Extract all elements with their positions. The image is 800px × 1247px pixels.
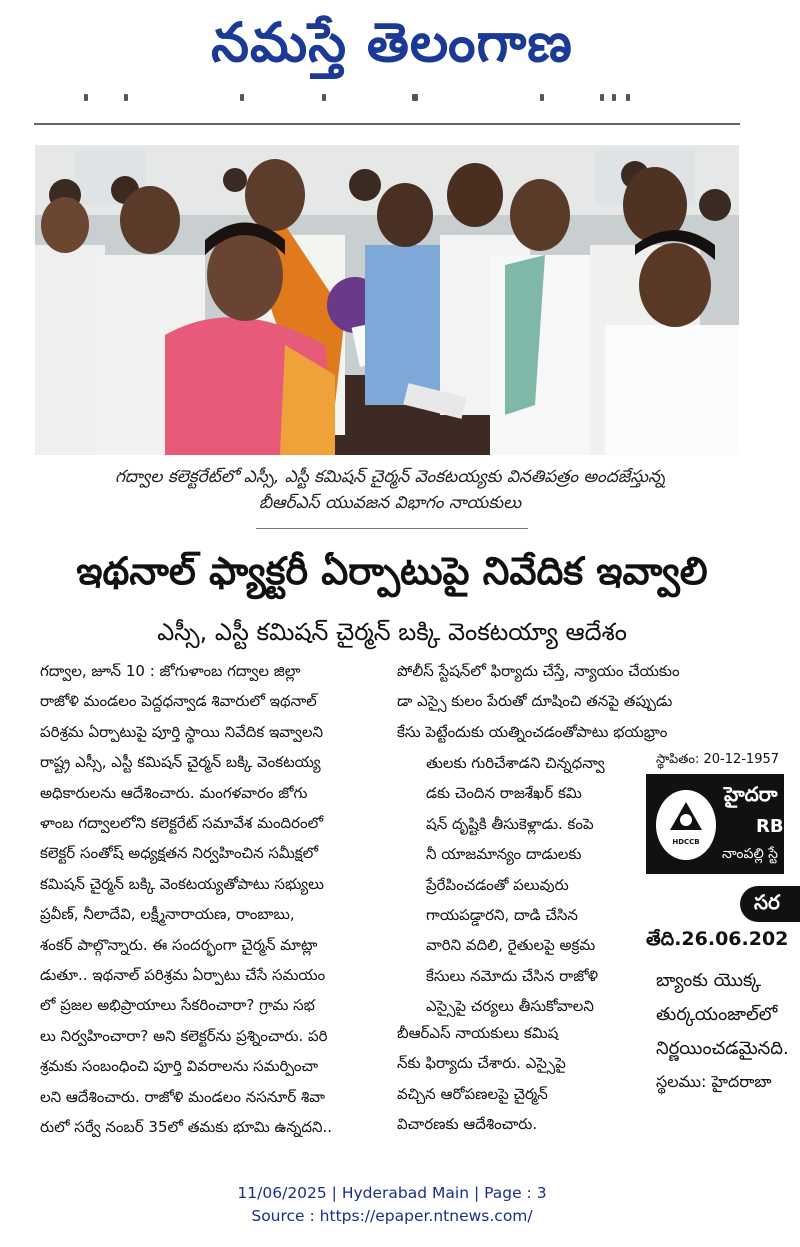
column-1-line: కమిషన్ చైర్మన్ బక్కి వెంకటయ్యతోపాటు సభ్యులు [40, 874, 324, 893]
column-1-line: ళాంబ గద్వాలలోని కలెక్టరేట్ సమావేశ మందిరంలో [40, 814, 324, 833]
bank-logo-icon [656, 790, 716, 860]
column-1-line: డుతూ.. ఇథనాల్ పరిశ్రమ ఏర్పాటు చేసే సమయం [40, 966, 326, 985]
photo-caption [40, 464, 740, 516]
bank-location: నాంపల్లి స్టే [722, 846, 778, 862]
column-1-line: గద్వాల, జూన్ 10 : జోగుళాంబ గద్వాల జిల్లా [40, 662, 301, 680]
ad-header-block [646, 774, 791, 874]
column-2-line: కేసు పెట్టేందుకు యత్నించడంతోపాటు భయభ్రాం [397, 722, 668, 741]
article-headline: ఇథనాల్ ఫ్యాక్టరీ ఏర్పాటుపై నివేదిక ఇవ్వాలి [76, 549, 708, 593]
column-2-line: పోలీస్ స్టేషన్‌లో ఫిర్యాదు చేస్తే, న్యాయం చేయకుం [397, 662, 680, 680]
column-2-line: డకు చెందిన రాజశేఖర్ కమి [426, 784, 582, 803]
column-1-line: పరిశ్రమ ఏర్పాటుపై పూర్తి స్థాయి నివేదిక ఇవ్వాలని [40, 722, 324, 741]
column-2-line: న్‌కు ఫిర్యాదు చేశారు. ఎస్సైపై [397, 1054, 566, 1073]
column-2-line: గాయపడ్డారని, దాడి చేసిన [426, 906, 578, 925]
column-1-line: లు నిర్వహించారా? అని కలెక్టర్‌ను ప్రశ్నించారు. పరి [40, 1026, 328, 1045]
caption-line-2: బీఆర్‌ఎస్ యువజన విభాగం నాయకులు [258, 493, 522, 513]
ad-pill-text: సర [754, 890, 780, 914]
column-2-line: వచ్చిన ఆరోపణలపై చైర్మన్ [397, 1084, 548, 1103]
top-divider [34, 123, 740, 125]
bank-advertisement [646, 748, 791, 1096]
caption-line-1: గద్వాల కలెక్టరేట్‌లో ఎస్సీ, ఎస్టీ కమిషన్ చైర్మన్ వెంకటయ్యకు వినతిపత్రం అందజేస్తున్న [115, 467, 665, 487]
article-column-2-top [397, 656, 737, 747]
newspaper-title: నమస్తే తెలంగాణ [211, 11, 573, 74]
source-link[interactable]: Source : https://epaper.ntnews.com/ [251, 1207, 533, 1225]
column-2-line: డా ఎస్సై కులం పేరుతో దూషించి తనపై తప్పుడు [397, 692, 673, 711]
ad-place: స్థలము: హైదరాబా [656, 1072, 772, 1091]
column-1-line: రాజోళి మండలం పెద్దధన్వాడ శివారులో ఇథనాల్ [40, 692, 317, 711]
article-subheadline: ఎస్సీ, ఎస్టీ కమిషన్ చైర్మన్ బక్కి వెంకటయ్యా ఆదేశం [157, 618, 627, 646]
ad-established-date: స్థాపితం: 20-12-1957 [656, 752, 780, 767]
column-2-line: షన్ దృష్టికి తీసుకెళ్లాడు. కంపె [426, 814, 594, 833]
column-2-line: కేసులు నమోదు చేసిన రాజోళి [426, 966, 599, 985]
column-1-line: అధికారులను ఆదేశించారు. మంగళవారం జోగు [40, 783, 308, 802]
ad-notice-pill [740, 886, 800, 922]
ad-line: బ్యాంకు యొక్క [656, 970, 762, 991]
column-1-line: రాష్ట్ర ఎస్సీ, ఎస్టీ కమిషన్ చైర్మన్ బక్కి వెంకటయ్య [40, 753, 321, 772]
column-2-line: నీ యాజమాన్యం దాడులకు [426, 845, 582, 864]
article-column-2 [426, 748, 610, 1022]
column-1-line: ప్రవీణ్, నీలాదేవి, లక్ష్మీనారాయణ, రాంబాబు, [40, 905, 295, 924]
ad-line: తుర్కయంజాల్‌లో [656, 1004, 778, 1025]
article-column-2-tail [397, 1018, 607, 1140]
column-2-line: వారిని వదిలి, రైతులపై అక్రమ [426, 936, 596, 955]
column-2-line: తులకు గురిచేశాడని చిన్నధన్వా [426, 754, 605, 772]
column-1-line: లని ఆదేశించారు. రాజోళి మండలం నసనూర్ శివా [40, 1087, 325, 1106]
news-photo [35, 145, 739, 455]
column-2-line: ఎస్సైపై చర్యలు తీసుకోవాలని [426, 997, 594, 1016]
bank-code: RBI [756, 816, 791, 837]
column-2-line: విచారణకు ఆదేశించారు. [397, 1115, 538, 1134]
column-1-line: శంకర్ పాల్గొన్నారు. ఈ సందర్భంగా చైర్మన్ మాట్లా [40, 935, 318, 954]
caption-divider [256, 528, 528, 529]
column-1-line: లో ప్రజల అభిప్రాయాలు సేకరించారా? గ్రామ సభ [40, 996, 315, 1015]
masthead-dateline-strip [0, 94, 784, 104]
column-2-line: బీఆర్‌ఎస్ నాయకులు కమిష [397, 1024, 559, 1042]
page-footer [0, 1182, 784, 1228]
bank-name: హైదరా [724, 782, 778, 806]
column-1-line: శ్రమకు సంబంధించి పూర్తి వివరాలను సమర్పించా [40, 1057, 319, 1076]
column-1-line: కలెక్టర్ సంతోష్ అధ్యక్షతన నిర్వహించిన సమీక్షలో [40, 844, 319, 863]
column-2-line: ప్రేరేపించడంతో పలువురు [426, 875, 569, 894]
ad-line: నిర్ణయించడమైనది. [656, 1038, 789, 1059]
ad-date: తేది.26.06.202 [646, 928, 789, 950]
masthead [0, 8, 784, 78]
column-1-line: రులో సర్వే నంబర్ 35లో తమకు భూమి ఉన్నదని.. [40, 1118, 333, 1137]
article-column-1 [40, 656, 376, 1143]
logo-text: HDCCB [672, 838, 700, 846]
edition-info: 11/06/2025 | Hyderabad Main | Page : 3 [237, 1184, 547, 1202]
